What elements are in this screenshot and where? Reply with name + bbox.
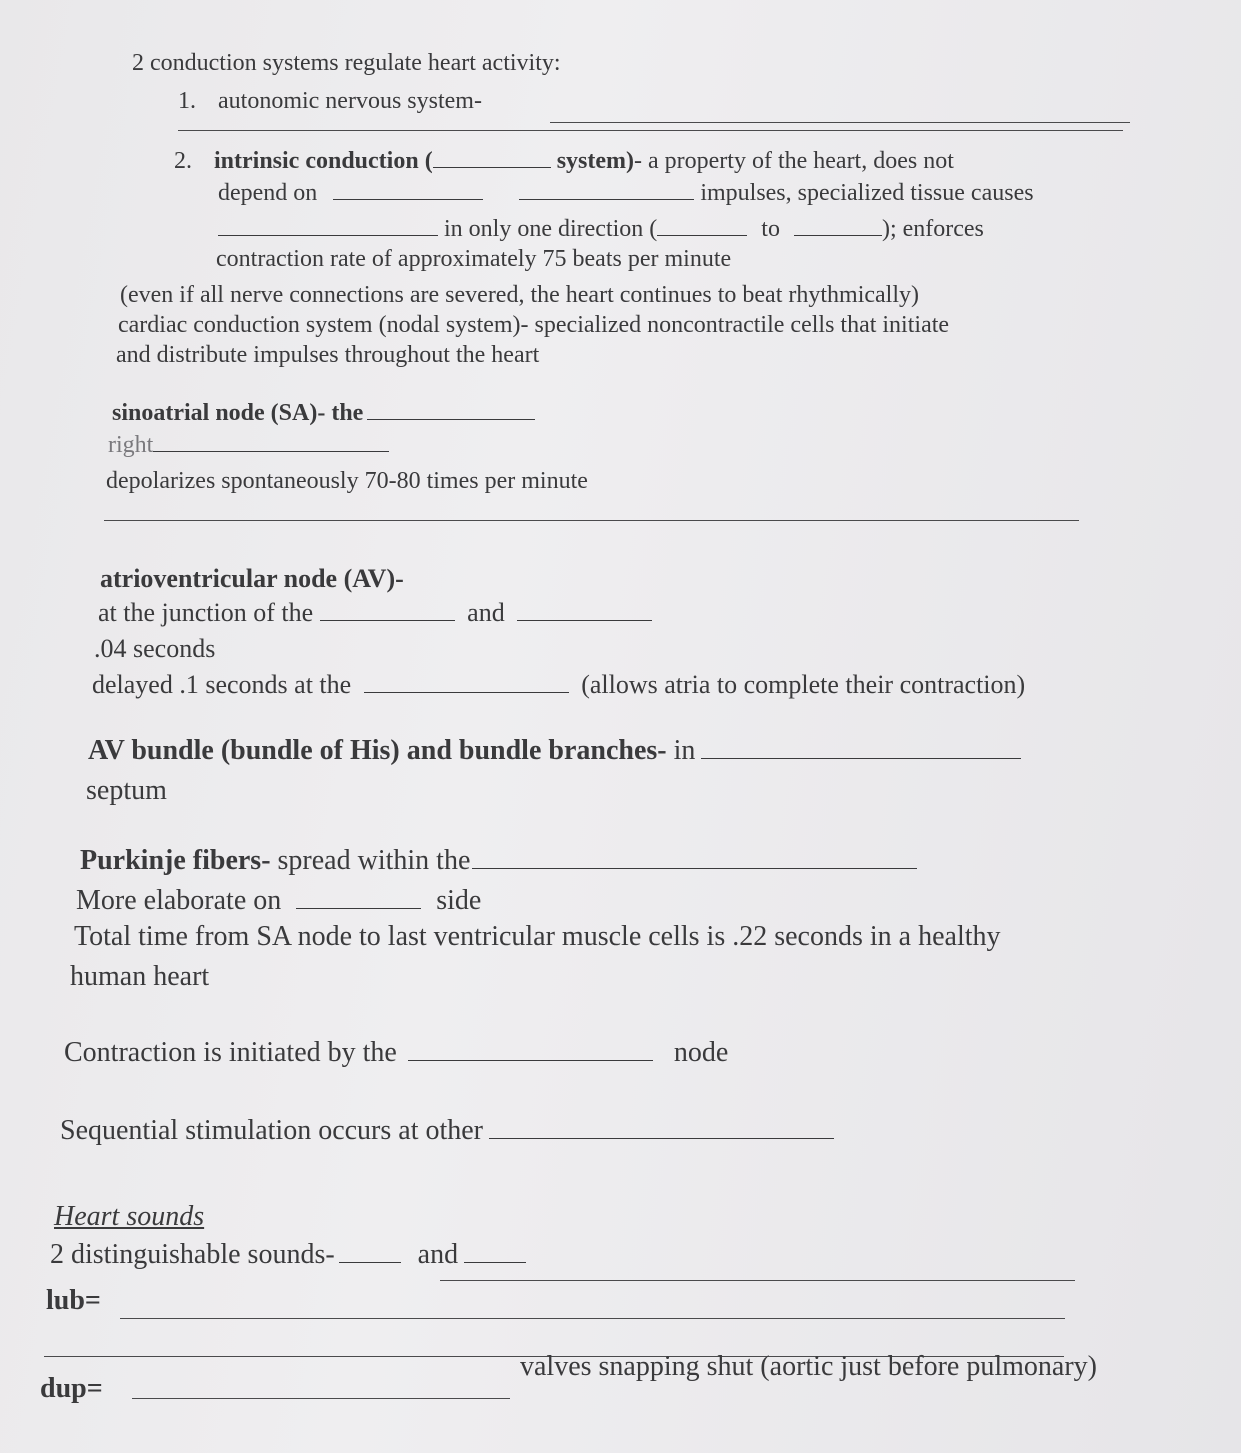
- dup-rest-line: valves snapping shut (aortic just before pulmonary): [520, 1351, 1097, 1382]
- av-delayed-blank: [364, 691, 569, 693]
- bundle-septum-line: septum: [86, 775, 167, 806]
- direction-blank-1: [218, 234, 438, 236]
- contraction-blank: [408, 1059, 653, 1061]
- av-seconds-line: .04 seconds: [94, 634, 216, 663]
- sa-right-line: right: [108, 430, 389, 460]
- sa-blank-line: [104, 520, 1079, 521]
- item-1-blank-b: [178, 130, 1123, 131]
- purkinje-blank: [472, 867, 917, 869]
- av-delayed-line: delayed .1 seconds at the (allows atria to complete their contraction): [92, 670, 1026, 699]
- lub-line: lub=: [46, 1285, 101, 1316]
- av-junction-blank-2: [517, 619, 652, 621]
- item-2-line-2: depend on impulses, specialized tissue causes: [218, 180, 1034, 206]
- av-junction-blank-1: [320, 619, 455, 621]
- cardiac-line-1: cardiac conduction system (nodal system)- specialized noncontractile cells that initiate: [118, 312, 950, 338]
- sa-depol-line: depolarizes spontaneously 70-80 times per minute: [106, 468, 588, 494]
- purkinje-line: Purkinje fibers- spread within the: [80, 846, 917, 876]
- sequential-blank: [489, 1137, 834, 1139]
- depend-on-blank-2: [519, 198, 694, 200]
- av-title-line: atrioventricular node (AV)-: [100, 564, 404, 593]
- purkinje-more-line: More elaborate on side: [76, 885, 482, 916]
- sa-title-line: sinoatrial node (SA)- the: [112, 398, 535, 428]
- lub-blank: [120, 1318, 1065, 1319]
- bundle-blank: [701, 757, 1021, 759]
- total-line-1: Total time from SA node to last ventricular muscle cells is .22 seconds in a healthy: [74, 921, 1001, 952]
- sounds-blank-2: [464, 1261, 526, 1263]
- intrinsic-blank: [433, 166, 551, 168]
- sounds-blank-line: [440, 1280, 1075, 1281]
- av-junction-line: at the junction of the and: [98, 598, 652, 628]
- item-1: 1. autonomic nervous system-: [178, 88, 482, 114]
- sa-right-blank: [153, 450, 389, 452]
- severed-note: (even if all nerve connections are severed, the heart continues to beat rhythmically): [120, 282, 919, 308]
- direction-blank-2: [657, 234, 747, 236]
- item-2-line-1: 2. intrinsic conduction ( system)- a property of the heart, does not: [174, 148, 954, 174]
- contraction-line: Contraction is initiated by the node: [64, 1037, 729, 1068]
- bundle-line: AV bundle (bundle of His) and bundle branches- in: [88, 736, 1021, 766]
- dup-blank: [132, 1398, 510, 1399]
- item-2-line-3: in only one direction ( to ); enforces: [218, 214, 984, 244]
- direction-blank-3: [794, 234, 882, 236]
- total-line-2: human heart: [70, 961, 210, 992]
- depend-on-blank-1: [333, 198, 483, 200]
- item-2-line-4: contraction rate of approximately 75 beats per minute: [216, 246, 732, 272]
- cardiac-line-2: and distribute impulses throughout the heart: [116, 342, 540, 368]
- dup-line: dup=: [40, 1373, 103, 1404]
- sounds-blank-1: [339, 1261, 401, 1263]
- worksheet-heading: 2 conduction systems regulate heart activity:: [132, 50, 561, 76]
- sa-blank: [367, 418, 535, 420]
- item-1-blank-a: [550, 122, 1130, 123]
- purkinje-more-blank: [296, 907, 421, 909]
- sequential-line: Sequential stimulation occurs at other: [60, 1116, 834, 1146]
- heart-sounds-title: Heart sounds: [54, 1201, 205, 1232]
- sounds-line: 2 distinguishable sounds- and: [50, 1240, 526, 1270]
